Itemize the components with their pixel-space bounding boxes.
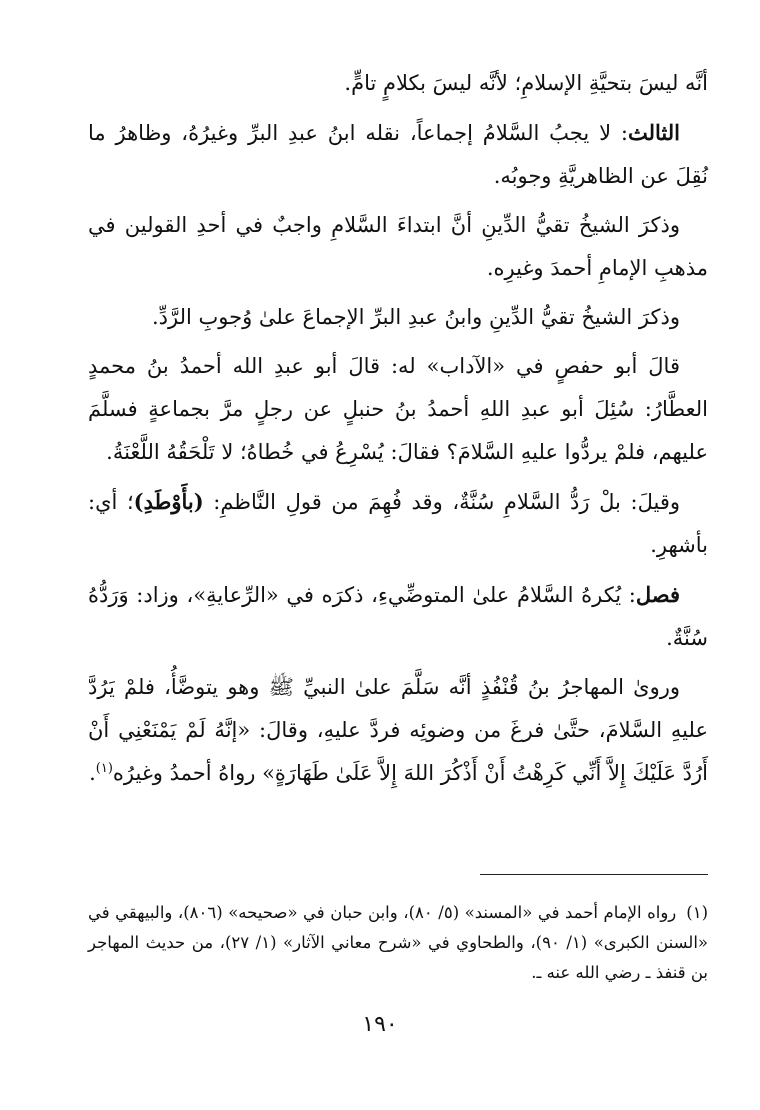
- third-opinion-text: : لا يجبُ السَّلامُ إجماعاً، نقله ابنُ عبدِ البرِّ وغيرُهُ، وظاهرُ ما نُقِلَ عن الظاهريَّةِ وجوبُه.: [88, 121, 708, 188]
- footnote-number: (١): [686, 903, 709, 922]
- paragraph-8: [88, 666, 708, 795]
- paragraph-8-text: وروىٰ المهاجرُ بنُ قُنْفُذٍ أنَّه سَلَّمَ علىٰ النبيِّ ﷺ وهو يتوضَّأُ، فلمْ يَرُدَّ عليهِ السَّلامَ، حتَّىٰ فرغَ من وضوئِه فردَّ عليهِ، وقالَ: «إنَّهُ لَمْ يَمْنَعْنِي أَنْ أَرُدَّ عَلَيْكَ إِلاَّ أَنِّي كَرِهْتُ أَنْ أَذْكُرَ اللهَ إِلاَّ عَلَىٰ طَهَارَةٍ» رواهُ أحمدُ وغيرُه: [88, 675, 708, 785]
- paragraph-5-text: قالَ أبو حفصٍ في «الآداب» له: قالَ أبو عبدِ الله أحمدُ بنُ محمدٍ العطَّارُ: سُئِلَ أبو عبدِ اللهِ أحمدُ بنُ حنبلٍ عن رجلٍ مرَّ بجماعةٍ فسلَّمَ عليهم، فلمْ يردُّوا عليهِ السَّلامَ؟ فقالَ: يُسْرِعُ في خُطاهُ؛ لا تَلْحَقُهُ اللَّعْنَةُ.: [88, 354, 708, 464]
- paragraph-1: [88, 62, 708, 105]
- page-number: ١٩٠: [362, 1012, 398, 1037]
- paragraph-4-text: وذكرَ الشيخُ تقيُّ الدِّينِ وابنُ عبدِ البرِّ الإجماعَ علىٰ وُجوبِ الرَّدِّ.: [151, 305, 680, 329]
- paragraph-8-end: .: [89, 761, 96, 785]
- paragraph-third-opinion: [88, 111, 708, 198]
- page-body: [88, 62, 708, 801]
- paragraph-6-bold-term: (بأَوْطَدِ): [133, 489, 204, 514]
- paragraph-3: [88, 204, 708, 290]
- paragraph-3-text: وذكرَ الشيخُ تقيُّ الدِّينِ أنَّ ابتداءَ السَّلامِ واجبٌ في أحدِ القولين في مذهبِ الإمامِ أحمدَ وغيرِه.: [88, 213, 708, 280]
- footnote-text: رواه الإمام أحمد في «المسند» (٥/ ٨٠)، وابن حبان في «صحيحه» (٨٠٦)، والبيهقي في «السنن الكبرى» (١/ ٩٠)، والطحاوي في «شرح معاني الآثار» (١/ ٢٧)، من حديث المهاجر بن قنفذ ـ رضي الله عنه ـ.: [88, 903, 708, 982]
- paragraph-6-text: وقيلَ: بلْ رَدُّ السَّلامِ سُنَّةٌ، وقد فُهِمَ من قولِ النَّاظمِ:: [203, 490, 680, 514]
- section-heading: فصل: [635, 582, 680, 607]
- paragraph-6: [88, 480, 708, 567]
- paragraph-5: [88, 345, 708, 474]
- third-opinion-heading: الثالث: [628, 120, 680, 145]
- paragraph-1-text: أنَّه ليسَ بتحيَّةِ الإسلامِ؛ لأنَّه ليسَ بكلامٍ تامٍّ.: [344, 71, 708, 95]
- footnote-reference[interactable]: (١): [95, 761, 113, 776]
- footnote: [88, 898, 708, 988]
- paragraph-6-tail: ؛ أي: بأشهرِ.: [88, 490, 708, 557]
- footnote-divider: [480, 874, 708, 875]
- paragraph-section: [88, 573, 708, 660]
- section-text: : يُكرهُ السَّلامُ علىٰ المتوضِّيءِ، ذكرَه في «الرِّعايةِ»، وزاد: وَرَدُّهُ سُنَّةٌ.: [88, 583, 708, 650]
- paragraph-4: [88, 296, 708, 339]
